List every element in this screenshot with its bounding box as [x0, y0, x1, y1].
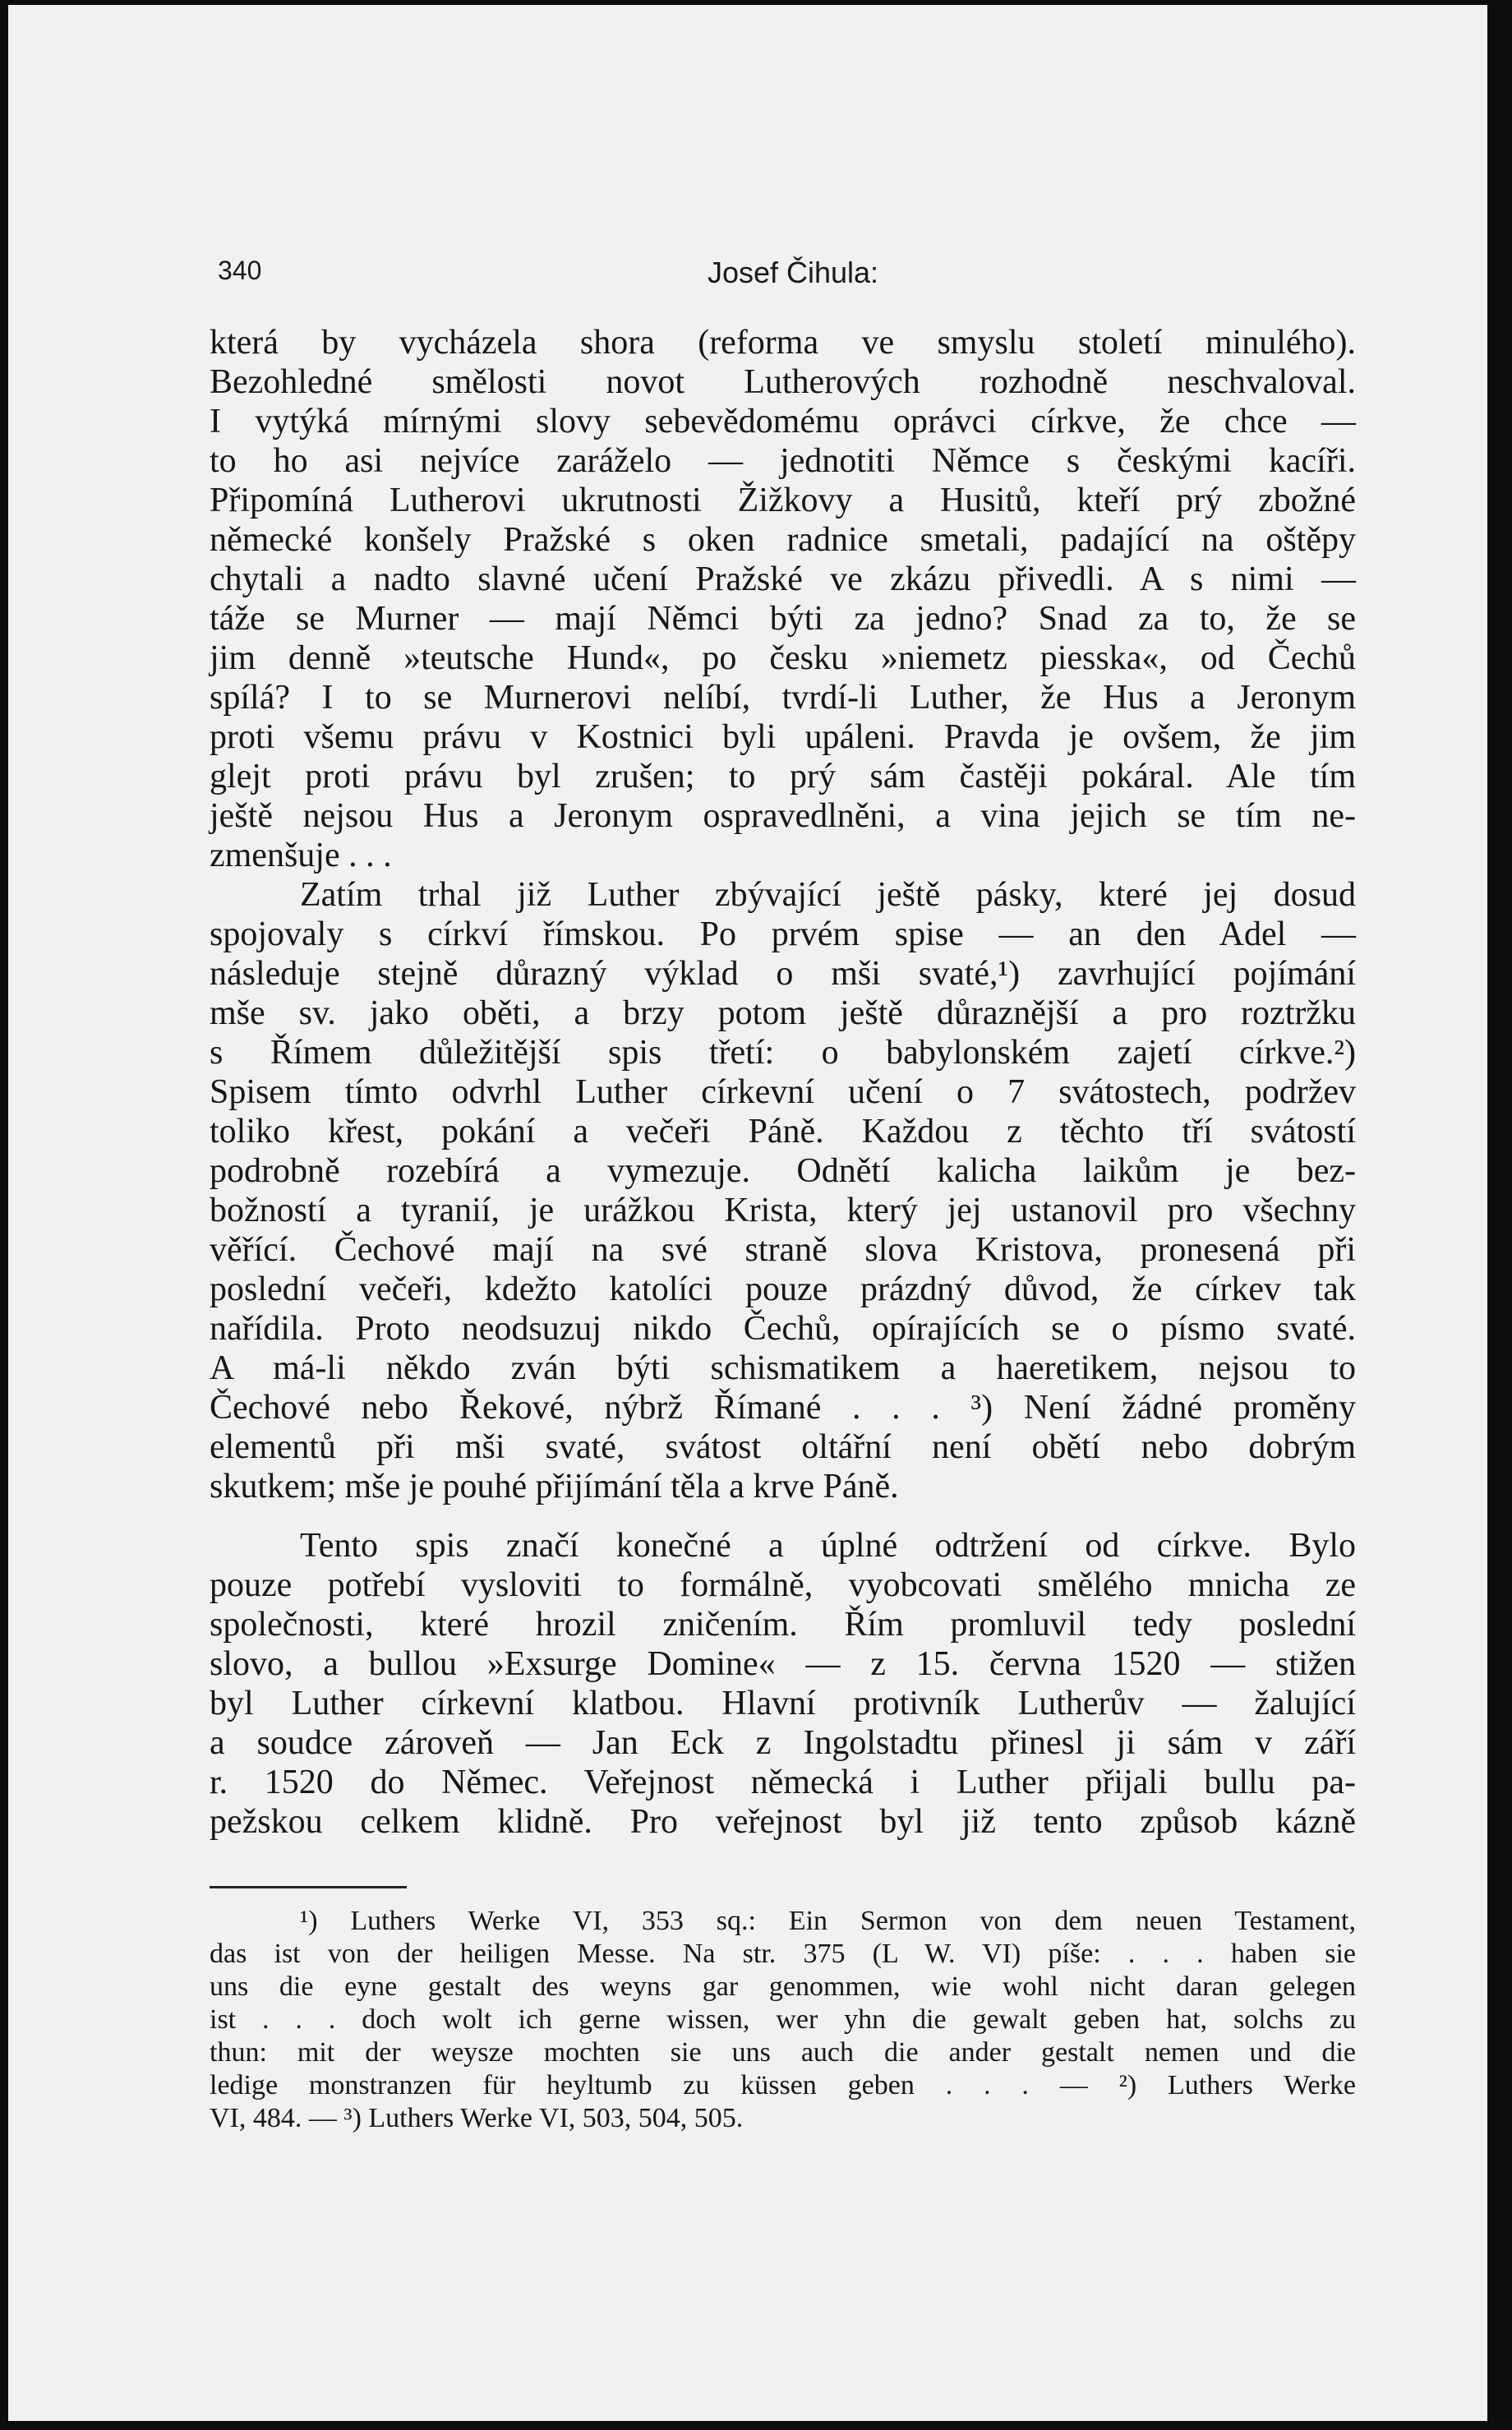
text-line: Spisem tímto odvrhl Luther církevní učení o 7 svátostech, podržev — [210, 1073, 1356, 1111]
footnotes — [210, 1905, 1356, 2135]
text-line: slovo, a bullou »Exsurge Domine« — z 15. června 1520 — stižen — [210, 1645, 1356, 1683]
running-head: Josef Čihula: — [707, 256, 879, 289]
paragraph-3 — [210, 1526, 1356, 1842]
text-line: mše sv. jako oběti, a brzy potom ještě důraznější a pro roztržku — [210, 994, 1356, 1032]
main-text — [210, 323, 1356, 1842]
text-line: společnosti, které hrozil zničením. Řím promluvil tedy poslední — [210, 1606, 1356, 1644]
text-line: božností a tyranií, je urážkou Krista, který jej ustanovil pro všechny — [210, 1192, 1356, 1229]
text-line: Čechové nebo Řekové, nýbrž Římané . . . ³) Není žádné proměny — [210, 1389, 1356, 1427]
paragraph-2 — [210, 875, 1356, 1506]
footnote-line: ledige monstranzen für heyltumb zu küssen geben . . . — ²) Luthers Werke — [210, 2070, 1356, 2100]
text-line: poslední večeři, kdežto katolíci pouze prázdný důvod, že církev tak — [210, 1270, 1356, 1308]
text-line: zmenšuje . . . — [210, 837, 392, 874]
text-line: následuje stejně důrazný výklad o mši svaté,¹) zavrhující pojímání — [210, 955, 1356, 993]
text-line: s Římem důležitější spis třetí: o babylonském zajetí církve.²) — [210, 1034, 1356, 1072]
text-line: nařídila. Proto neodsuzuj nikdo Čechů, opírajících se o písmo svaté. — [210, 1310, 1356, 1348]
text-line: a soudce zároveň — Jan Eck z Ingolstadtu přinesl ji sám v září — [210, 1724, 1356, 1762]
text-line: Tento spis značí konečné a úplné odtržení od církve. Bylo — [300, 1527, 1356, 1565]
footnote-line: VI, 484. — ³) Luthers Werke VI, 503, 504, 505. — [210, 2103, 744, 2133]
text-line: elementů při mši svaté, svátost oltářní není obětí nebo dobrým — [210, 1428, 1356, 1466]
page-header — [218, 256, 1368, 297]
footnote-line: uns die eyne gestalt des weyns gar genommen, wie wohl nicht daran gelegen — [210, 1971, 1356, 2002]
text-line: skutkem; mše je pouhé přijímání těla a krve Páně. — [210, 1468, 899, 1505]
text-line: která by vycházela shora (reforma ve smyslu století minulého). — [210, 324, 1356, 362]
text-line: spojovaly s církví římskou. Po prvém spise — an den Adel — — [210, 915, 1356, 953]
text-line: A má-li někdo zván býti schismatikem a haeretikem, nejsou to — [210, 1349, 1356, 1387]
text-line: táže se Murner — mají Němci býti za jedno? Snad za to, že se — [210, 600, 1356, 638]
text-line: toliko křest, pokání a večeři Páně. Každou z těchto tří svátostí — [210, 1113, 1356, 1150]
footnote-line: ¹) Luthers Werke VI, 353 sq.: Ein Sermon von dem neuen Testament, — [300, 1906, 1356, 1936]
text-line: jim denně »teutsche Hund«, po česku »niemetz piesska«, od Čechů — [210, 639, 1356, 677]
text-line: Zatím trhal již Luther zbývající ještě pásky, které jej dosud — [300, 876, 1356, 914]
page-number: 340 — [218, 256, 262, 285]
text-line: to ho asi nejvíce zaráželo — jednotiti Němce s českými kacíři. — [210, 442, 1356, 480]
footnote-line: das ist von der heiligen Messe. Na str. 375 (L W. VI) píše: . . . haben sie — [210, 1939, 1356, 1969]
text-line: glejt proti právu byl zrušen; to prý sám častěji pokáral. Ale tím — [210, 758, 1356, 795]
footnote-line: thun: mit der weysze mochten sie uns auch die ander gestalt nemen und die — [210, 2037, 1356, 2068]
text-line: podrobně rozebírá a vymezuje. Odnětí kalicha laikům je bez- — [210, 1152, 1356, 1190]
text-line: Bezohledné smělosti novot Lutherových rozhodně neschvaloval. — [210, 363, 1356, 401]
text-line: pouze potřebí vysloviti to formálně, vyobcovati smělého mnicha ze — [210, 1566, 1356, 1604]
text-line: ještě nejsou Hus a Jeronym ospravedlněni, a vina jejich se tím ne- — [210, 797, 1356, 835]
footnote-line: ist . . . doch wolt ich gerne wissen, wer yhn die gewalt geben hat, solchs zu — [210, 2004, 1356, 2035]
text-line: byl Luther církevní klatbou. Hlavní protivník Lutherův — žalující — [210, 1685, 1356, 1722]
text-line: proti všemu právu v Kostnici byli upáleni. Pravda je ovšem, že jim — [210, 718, 1356, 756]
text-line: chytali a nadto slavné učení Pražské ve zkázu přivedli. A s nimi — — [210, 560, 1356, 598]
text-line: r. 1520 do Němec. Veřejnost německá i Luther přijali bullu pa- — [210, 1764, 1356, 1801]
footnote-rule — [210, 1886, 407, 1888]
text-line: pežskou celkem klidně. Pro veřejnost byl již tento způsob kázně — [210, 1803, 1356, 1841]
text-line: I vytýká mírnými slovy sebevědomému oprávci církve, že chce — — [210, 403, 1356, 440]
text-line: věřící. Čechové mají na své straně slova Kristova, pronesená při — [210, 1231, 1356, 1269]
paragraph-spacing — [210, 1506, 1356, 1526]
text-line: Připomíná Lutherovi ukrutnosti Žižkovy a Husitů, kteří prý zbožné — [210, 482, 1356, 519]
text-line: spílá? I to se Murnerovi nelíbí, tvrdí-li Luther, že Hus a Jeronym — [210, 679, 1356, 717]
paragraph-1 — [210, 323, 1356, 875]
text-line: německé konšely Pražské s oken radnice smetali, padající na oštěpy — [210, 521, 1356, 559]
